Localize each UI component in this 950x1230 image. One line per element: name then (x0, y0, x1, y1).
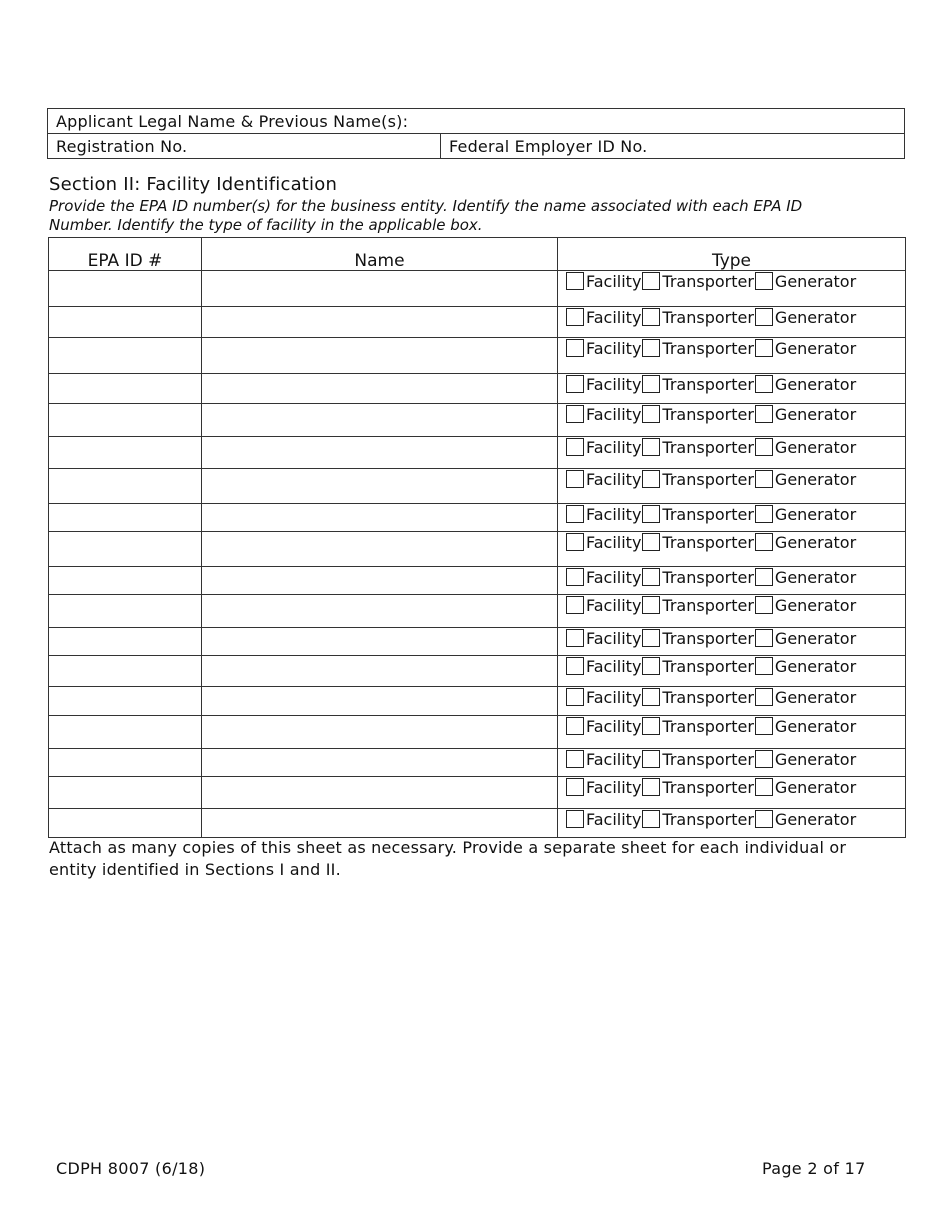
generator-checkbox[interactable] (755, 688, 773, 706)
transporter-label: Transporter (662, 810, 754, 829)
type-option-generator[interactable] (755, 405, 856, 425)
fein-field[interactable] (441, 134, 905, 159)
type-option-facility[interactable] (566, 438, 641, 458)
generator-checkbox[interactable] (755, 596, 773, 614)
page-number: Page 2 of 17 (762, 1159, 866, 1178)
type-option-generator[interactable] (755, 272, 856, 292)
epa-id-cell[interactable] (49, 809, 202, 838)
type-option-facility[interactable] (566, 568, 641, 588)
type-option-facility[interactable] (566, 405, 641, 425)
generator-checkbox[interactable] (755, 438, 773, 456)
type-option-facility[interactable] (566, 533, 641, 553)
type-option-transporter[interactable] (642, 339, 754, 359)
attach-note: Attach as many copies of this sheet as necessary. Provide a separate sheet for each individual or entity identified in Sections I and II. (49, 838, 847, 879)
type-option-facility[interactable] (566, 505, 641, 525)
table-row (49, 271, 906, 307)
epa-id-cell[interactable] (49, 749, 202, 777)
generator-checkbox[interactable] (755, 657, 773, 675)
generator-checkbox[interactable] (755, 405, 773, 423)
type-option-generator[interactable] (755, 596, 856, 616)
epa-id-cell[interactable] (49, 687, 202, 716)
generator-label: Generator (774, 629, 857, 648)
transporter-label: Transporter (662, 596, 754, 615)
type-option-facility[interactable] (566, 750, 641, 770)
type-option-facility[interactable] (566, 375, 641, 395)
generator-label: Generator (774, 339, 857, 358)
facility-checkbox[interactable] (566, 688, 584, 706)
facility-label: Facility (586, 308, 642, 327)
type-cell (558, 749, 906, 777)
transporter-checkbox[interactable] (642, 750, 660, 768)
type-option-facility[interactable] (566, 778, 641, 798)
type-cell (558, 777, 906, 809)
facility-checkbox[interactable] (566, 596, 584, 614)
facility-checkbox[interactable] (566, 750, 584, 768)
facility-label: Facility (586, 470, 642, 489)
facility-label: Facility (586, 778, 642, 797)
header-epa-id: EPA ID # (49, 238, 202, 271)
epa-id-cell[interactable] (49, 437, 202, 469)
generator-checkbox[interactable] (755, 629, 773, 647)
type-option-generator[interactable] (755, 717, 856, 737)
transporter-label: Transporter (662, 470, 754, 489)
type-cell (558, 469, 906, 504)
applicant-name-field[interactable] (48, 109, 905, 134)
transporter-label: Transporter (662, 717, 754, 736)
type-cell (558, 437, 906, 469)
facility-checkbox[interactable] (566, 533, 584, 551)
generator-checkbox[interactable] (755, 308, 773, 326)
generator-label: Generator (774, 405, 857, 424)
facility-label: Facility (586, 505, 642, 524)
type-option-facility[interactable] (566, 308, 641, 328)
table-row (49, 374, 906, 404)
facility-checkbox[interactable] (566, 470, 584, 488)
section-instructions: Provide the EPA ID number(s) for the business entity. Identify the name associated with each EPA ID Number. Identify the type of facility in the applicable box. (49, 197, 803, 234)
type-option-facility[interactable] (566, 688, 641, 708)
generator-checkbox[interactable] (755, 810, 773, 828)
facility-label: Facility (586, 568, 642, 587)
type-option-transporter[interactable] (642, 717, 754, 737)
facility-table (48, 237, 906, 838)
table-row (49, 567, 906, 595)
type-option-transporter[interactable] (642, 533, 754, 553)
facility-label: Facility (586, 438, 642, 457)
transporter-label: Transporter (662, 778, 754, 797)
transporter-label: Transporter (662, 505, 754, 524)
facility-label: Facility (586, 688, 642, 707)
transporter-checkbox[interactable] (642, 308, 660, 326)
name-cell[interactable] (202, 532, 558, 567)
facility-checkbox[interactable] (566, 405, 584, 423)
transporter-checkbox[interactable] (642, 568, 660, 586)
facility-label: Facility (586, 810, 642, 829)
table-row (49, 687, 906, 716)
generator-label: Generator (774, 778, 857, 797)
generator-label: Generator (774, 750, 857, 769)
type-option-generator[interactable] (755, 778, 856, 798)
epa-id-cell[interactable] (49, 307, 202, 338)
transporter-checkbox[interactable] (642, 505, 660, 523)
type-option-generator[interactable] (755, 470, 856, 490)
transporter-label: Transporter (662, 375, 754, 394)
transporter-label: Transporter (662, 657, 754, 676)
type-option-facility[interactable] (566, 717, 641, 737)
type-option-transporter[interactable] (642, 750, 754, 770)
generator-label: Generator (774, 438, 857, 457)
applicant-name-label: Applicant Legal Name & Previous Name(s): (56, 111, 409, 131)
name-cell[interactable] (202, 687, 558, 716)
type-option-generator[interactable] (755, 339, 856, 359)
facility-checkbox[interactable] (566, 657, 584, 675)
facility-checkbox[interactable] (566, 810, 584, 828)
type-option-facility[interactable] (566, 272, 641, 292)
facility-checkbox[interactable] (566, 438, 584, 456)
facility-label: Facility (586, 629, 642, 648)
table-row (49, 307, 906, 338)
facility-label: Facility (586, 533, 642, 552)
name-cell[interactable] (202, 404, 558, 437)
type-option-generator[interactable] (755, 568, 856, 588)
generator-label: Generator (774, 717, 857, 736)
generator-checkbox[interactable] (755, 339, 773, 357)
epa-id-cell[interactable] (49, 504, 202, 532)
type-cell (558, 532, 906, 567)
facility-checkbox[interactable] (566, 272, 584, 290)
generator-checkbox[interactable] (755, 470, 773, 488)
applicant-info-table (47, 108, 905, 159)
type-cell (558, 687, 906, 716)
registration-no-field[interactable] (48, 134, 441, 159)
type-option-transporter[interactable] (642, 470, 754, 490)
name-cell[interactable] (202, 338, 558, 374)
facility-checkbox[interactable] (566, 505, 584, 523)
type-cell (558, 338, 906, 374)
transporter-checkbox[interactable] (642, 272, 660, 290)
generator-checkbox[interactable] (755, 505, 773, 523)
transporter-checkbox[interactable] (642, 533, 660, 551)
generator-label: Generator (774, 470, 857, 489)
transporter-checkbox[interactable] (642, 810, 660, 828)
name-cell[interactable] (202, 809, 558, 838)
transporter-checkbox[interactable] (642, 405, 660, 423)
epa-id-cell[interactable] (49, 567, 202, 595)
name-cell[interactable] (202, 656, 558, 687)
table-row (49, 469, 906, 504)
transporter-checkbox[interactable] (642, 596, 660, 614)
transporter-checkbox[interactable] (642, 629, 660, 647)
name-cell[interactable] (202, 567, 558, 595)
epa-id-cell[interactable] (49, 271, 202, 307)
type-option-generator[interactable] (755, 505, 856, 525)
epa-id-cell[interactable] (49, 656, 202, 687)
type-option-transporter[interactable] (642, 568, 754, 588)
type-option-transporter[interactable] (642, 438, 754, 458)
name-cell[interactable] (202, 777, 558, 809)
generator-label: Generator (774, 533, 857, 552)
table-row (49, 504, 906, 532)
table-row (49, 809, 906, 838)
transporter-label: Transporter (662, 568, 754, 587)
transporter-checkbox[interactable] (642, 717, 660, 735)
table-row (49, 532, 906, 567)
table-row (49, 656, 906, 687)
name-cell[interactable] (202, 504, 558, 532)
transporter-checkbox[interactable] (642, 657, 660, 675)
type-cell (558, 271, 906, 307)
transporter-checkbox[interactable] (642, 470, 660, 488)
generator-label: Generator (774, 657, 857, 676)
generator-checkbox[interactable] (755, 750, 773, 768)
type-option-generator[interactable] (755, 438, 856, 458)
type-option-generator[interactable] (755, 533, 856, 553)
name-cell[interactable] (202, 437, 558, 469)
epa-id-cell[interactable] (49, 628, 202, 656)
generator-label: Generator (774, 375, 857, 394)
type-option-generator[interactable] (755, 750, 856, 770)
type-option-transporter[interactable] (642, 375, 754, 395)
generator-label: Generator (774, 810, 857, 829)
type-cell (558, 716, 906, 749)
table-row (49, 404, 906, 437)
generator-checkbox[interactable] (755, 778, 773, 796)
type-option-transporter[interactable] (642, 308, 754, 328)
type-cell (558, 404, 906, 437)
header-name: Name (202, 238, 558, 271)
type-option-transporter[interactable] (642, 688, 754, 708)
type-option-facility[interactable] (566, 629, 641, 649)
type-option-generator[interactable] (755, 375, 856, 395)
type-option-facility[interactable] (566, 596, 641, 616)
type-option-generator[interactable] (755, 810, 856, 830)
type-option-generator[interactable] (755, 657, 856, 677)
epa-id-cell[interactable] (49, 777, 202, 809)
name-cell[interactable] (202, 271, 558, 307)
generator-label: Generator (774, 688, 857, 707)
facility-checkbox[interactable] (566, 717, 584, 735)
type-option-facility[interactable] (566, 470, 641, 490)
epa-id-cell[interactable] (49, 595, 202, 628)
generator-checkbox[interactable] (755, 533, 773, 551)
transporter-checkbox[interactable] (642, 778, 660, 796)
transporter-checkbox[interactable] (642, 375, 660, 393)
type-option-facility[interactable] (566, 657, 641, 677)
type-cell (558, 656, 906, 687)
epa-id-cell[interactable] (49, 532, 202, 567)
name-cell[interactable] (202, 716, 558, 749)
name-cell[interactable] (202, 628, 558, 656)
type-option-transporter[interactable] (642, 778, 754, 798)
table-row (49, 595, 906, 628)
facility-label: Facility (586, 657, 642, 676)
type-option-facility[interactable] (566, 339, 641, 359)
facility-checkbox[interactable] (566, 778, 584, 796)
type-option-generator[interactable] (755, 308, 856, 328)
type-option-transporter[interactable] (642, 596, 754, 616)
generator-label: Generator (774, 568, 857, 587)
epa-id-cell[interactable] (49, 338, 202, 374)
generator-checkbox[interactable] (755, 375, 773, 393)
name-cell[interactable] (202, 469, 558, 504)
type-cell (558, 504, 906, 532)
table-row (49, 628, 906, 656)
facility-label: Facility (586, 339, 642, 358)
type-cell (558, 595, 906, 628)
type-cell (558, 567, 906, 595)
type-option-facility[interactable] (566, 810, 641, 830)
table-row (49, 749, 906, 777)
fein-label: Federal Employer ID No. (449, 136, 648, 156)
generator-label: Generator (774, 272, 857, 291)
type-option-generator[interactable] (755, 688, 856, 708)
type-option-transporter[interactable] (642, 272, 754, 292)
transporter-checkbox[interactable] (642, 339, 660, 357)
generator-label: Generator (774, 308, 857, 327)
facility-checkbox[interactable] (566, 568, 584, 586)
epa-id-cell[interactable] (49, 716, 202, 749)
epa-id-cell[interactable] (49, 404, 202, 437)
type-option-transporter[interactable] (642, 629, 754, 649)
facility-checkbox[interactable] (566, 375, 584, 393)
facility-label: Facility (586, 596, 642, 615)
header-type: Type (558, 238, 906, 271)
facility-label: Facility (586, 405, 642, 424)
table-row (49, 777, 906, 809)
type-cell (558, 809, 906, 838)
transporter-label: Transporter (662, 339, 754, 358)
type-cell (558, 307, 906, 338)
table-row (49, 338, 906, 374)
type-option-transporter[interactable] (642, 505, 754, 525)
facility-rows (49, 271, 906, 838)
type-option-transporter[interactable] (642, 657, 754, 677)
transporter-label: Transporter (662, 308, 754, 327)
transporter-label: Transporter (662, 533, 754, 552)
transporter-label: Transporter (662, 438, 754, 457)
generator-label: Generator (774, 505, 857, 524)
facility-checkbox[interactable] (566, 339, 584, 357)
generator-checkbox[interactable] (755, 568, 773, 586)
facility-checkbox[interactable] (566, 308, 584, 326)
transporter-label: Transporter (662, 750, 754, 769)
name-cell[interactable] (202, 595, 558, 628)
transporter-checkbox[interactable] (642, 688, 660, 706)
name-cell[interactable] (202, 374, 558, 404)
facility-label: Facility (586, 717, 642, 736)
transporter-label: Transporter (662, 688, 754, 707)
facility-label: Facility (586, 272, 642, 291)
generator-label: Generator (774, 596, 857, 615)
type-option-transporter[interactable] (642, 810, 754, 830)
facility-checkbox[interactable] (566, 629, 584, 647)
type-cell (558, 374, 906, 404)
type-cell (558, 628, 906, 656)
facility-label: Facility (586, 750, 642, 769)
epa-id-cell[interactable] (49, 374, 202, 404)
type-option-generator[interactable] (755, 629, 856, 649)
transporter-checkbox[interactable] (642, 438, 660, 456)
name-cell[interactable] (202, 749, 558, 777)
type-option-transporter[interactable] (642, 405, 754, 425)
table-row (49, 437, 906, 469)
table-header-row (49, 238, 906, 271)
generator-checkbox[interactable] (755, 272, 773, 290)
transporter-label: Transporter (662, 629, 754, 648)
transporter-label: Transporter (662, 405, 754, 424)
table-row (49, 716, 906, 749)
section-title: Section II: Facility Identification (49, 174, 338, 195)
generator-checkbox[interactable] (755, 717, 773, 735)
name-cell[interactable] (202, 307, 558, 338)
facility-label: Facility (586, 375, 642, 394)
transporter-label: Transporter (662, 272, 754, 291)
epa-id-cell[interactable] (49, 469, 202, 504)
form-id: CDPH 8007 (6/18) (56, 1159, 206, 1178)
registration-no-label: Registration No. (56, 136, 188, 156)
